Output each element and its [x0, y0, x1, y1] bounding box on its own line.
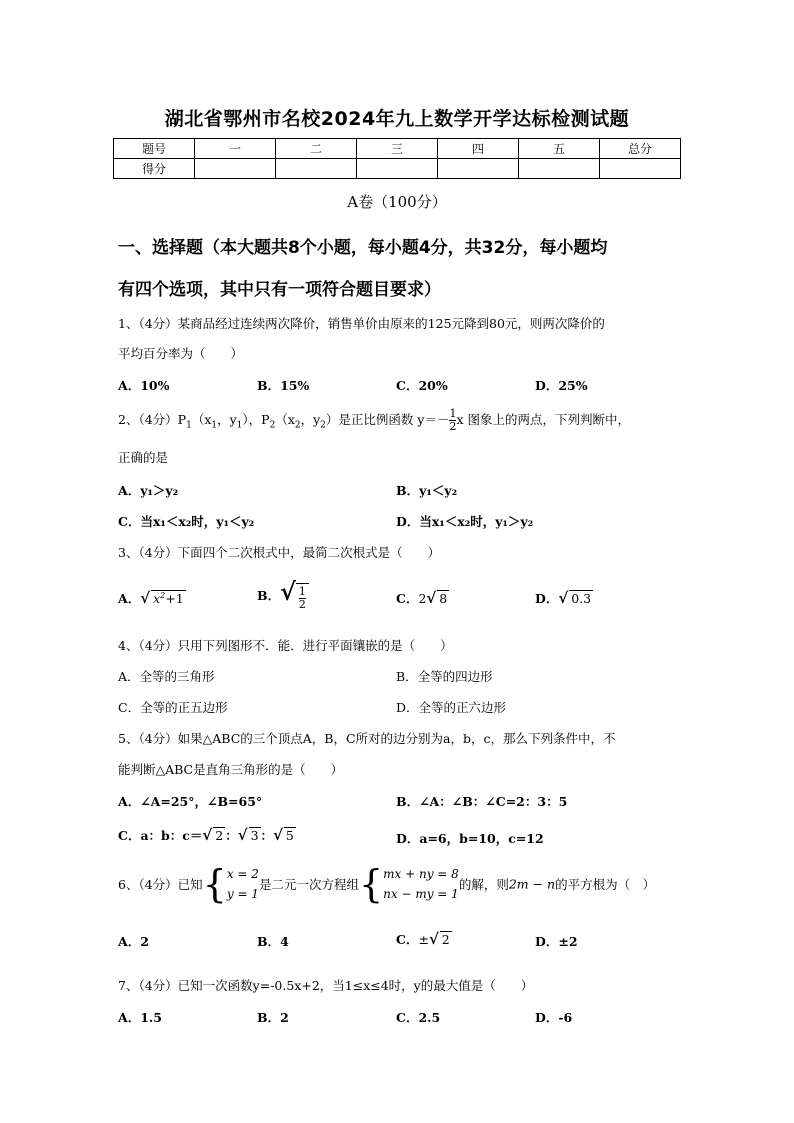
q3-option-a: A．√ $x^2+1$ [118, 589, 184, 607]
table-cell: 总分 [600, 139, 681, 159]
q3-option-b: B．√ $\frac{1}{2}$ [257, 577, 309, 611]
question-7-line1: 7、（4分）已知一次函数y=-0.5x+2，当1≤x≤4时，y的最大值是（ ） [118, 978, 534, 993]
question-6-line1: 6、（4分）已知{ x = 2 y = 1 是二元一次方程组{ mx + ny = 8 nx − my = 1 的解，则2m − n的平方根为（ ） [118, 862, 656, 906]
table-cell: 三 [357, 139, 438, 159]
question-5-line2: 能判断△ABC是直角三角形的是（ ） [118, 762, 344, 777]
q4-option-b: B．全等的四边形 [396, 669, 493, 684]
fraction: $\frac{1}{2}$ [449, 407, 457, 433]
q6-option-a: A．2 [118, 934, 149, 949]
score-cell [357, 159, 438, 179]
system-2: mx + ny = 8 nx − my = 1 [383, 867, 459, 901]
score-cell [438, 159, 519, 179]
q6-option-d: D．±2 [535, 934, 578, 949]
q4-option-a: A．全等的三角形 [118, 669, 215, 684]
score-cell [600, 159, 681, 179]
table-cell: 得分 [114, 159, 195, 179]
q5-option-c: C．a：b：c＝√ 2 ：√ 3 ：√ 5 [118, 826, 294, 844]
question-5-line1: 5、（4分）如果△ABC的三个顶点A，B，C所对的边分别为a，b，c，那么下列条件中，不 [118, 731, 616, 746]
q2-option-a: A．y₁＞y₂ [118, 483, 179, 498]
part1-heading-line2: 有四个选项，其中只有一项符合题目要求） [118, 280, 441, 300]
question-1-line1: 1、（4分）某商品经过连续两次降价，销售单价由原来的125元降到80元，则两次降价的 [118, 316, 605, 331]
q7-option-d: D．-6 [535, 1010, 573, 1025]
section-a-title: A卷（100分） [347, 193, 447, 211]
q1-option-a: A．10% [118, 378, 170, 393]
q4-option-d: D．全等的正六边形 [396, 700, 507, 715]
table-cell: 二 [276, 139, 357, 159]
question-4-line1: 4、（4分）只用下列图形不．能．进行平面镶嵌的是（ ） [118, 638, 453, 653]
question-2-line1: 2、（4分）$P_1(x_1$，$y_1$），$P_2(x_2$，$y_2$）是正比例函数 y＝－ $\frac{1}{2}$ x 图象上的两点，下列判断中， [118, 407, 630, 433]
page-title: 湖北省鄂州市名校2024年九上数学开学达标检测试题 [164, 108, 630, 130]
q5-option-a: A．∠A=25°，∠B=65° [118, 794, 263, 809]
table-cell: 一 [195, 139, 276, 159]
table-cell: 四 [438, 139, 519, 159]
question-3-line1: 3、（4分）下面四个二次根式中，最简二次根式是（ ） [118, 545, 441, 560]
score-table-score-row [114, 159, 681, 179]
score-table [113, 138, 681, 179]
q1-option-c: C．20% [396, 378, 448, 393]
q6-option-b: B．4 [257, 934, 289, 949]
q7-option-a: A．1.5 [118, 1010, 162, 1025]
part1-heading-line1: 一、选择题（本大题共8个小题，每小题4分，共32分，每小题均 [118, 238, 608, 258]
score-cell [195, 159, 276, 179]
q2-option-d: D．当x₁＜x₂时，y₁＞y₂ [396, 514, 534, 529]
table-cell: 题号 [114, 139, 195, 159]
q1-option-b: B．15% [257, 378, 310, 393]
score-table-header-row [114, 139, 681, 159]
q2-option-b: B．y₁＜y₂ [396, 483, 458, 498]
q5-option-d: D．a=6，b=10，c=12 [396, 831, 544, 846]
q4-option-c: C．全等的正五边形 [118, 700, 228, 715]
score-cell [519, 159, 600, 179]
question-1-line2: 平均百分率为（ ） [118, 346, 244, 361]
q2-option-c: C．当x₁＜x₂时，y₁＜y₂ [118, 514, 255, 529]
q6-option-c: C．±√ 2 [396, 930, 450, 948]
q5-option-b: B．∠A：∠B：∠C=2：3：5 [396, 794, 568, 809]
score-cell [276, 159, 357, 179]
q7-option-c: C．2.5 [396, 1010, 441, 1025]
q3-option-c: C．2√ 8 [396, 589, 448, 607]
system-1: x = 2 y = 1 [226, 867, 259, 901]
q7-option-b: B．2 [257, 1010, 289, 1025]
q1-option-d: D．25% [535, 378, 588, 393]
question-2-line2: 正确的是 [118, 450, 169, 465]
q3-option-d: D．√ 0.3 [535, 589, 592, 607]
table-cell: 五 [519, 139, 600, 159]
